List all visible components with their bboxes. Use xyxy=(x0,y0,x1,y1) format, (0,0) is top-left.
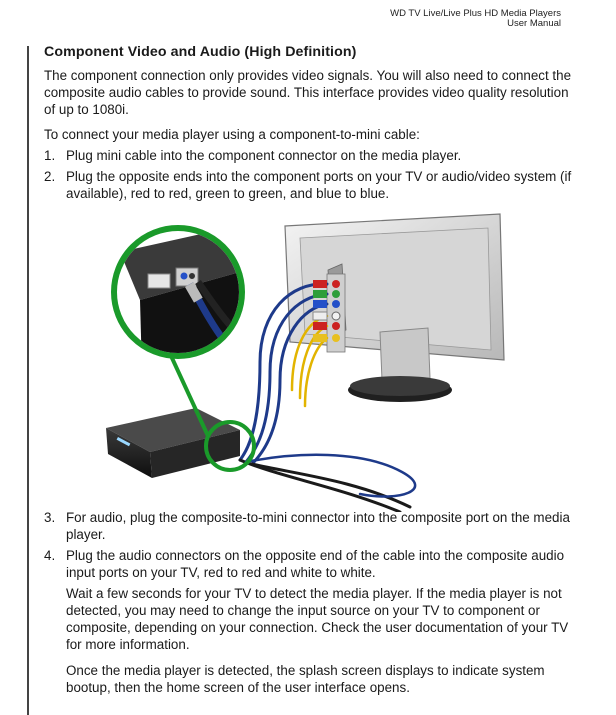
port-green-video xyxy=(332,290,340,298)
list-item xyxy=(44,547,574,581)
step-number: 1. xyxy=(44,148,56,163)
step-text: Plug mini cable into the component connector on the media player. xyxy=(66,148,462,163)
port-yellow xyxy=(332,334,340,342)
step-number: 3. xyxy=(44,510,56,525)
step-number: 4. xyxy=(44,548,56,563)
plug-white xyxy=(313,312,327,320)
port-blue-video xyxy=(332,300,340,308)
section-title: Component Video and Audio (High Definition) xyxy=(44,44,357,60)
detected-paragraph: Once the media player is detected, the splash screen displays to indicate system bootup, then the home screen of the user interface opens. xyxy=(66,663,545,695)
port-white-audio xyxy=(332,312,340,320)
connection-diagram xyxy=(100,212,520,512)
header-manual: User Manual xyxy=(507,18,561,29)
plug-blue xyxy=(313,300,327,308)
connection-illustration xyxy=(100,212,520,512)
steps-list-top xyxy=(44,147,574,202)
list-item xyxy=(44,168,574,202)
plug-green xyxy=(313,290,327,298)
steps-list-bottom xyxy=(44,509,574,581)
plug-red-audio xyxy=(313,322,327,330)
header-product: WD TV Live/Live Plus HD Media Players xyxy=(390,8,561,19)
intro-paragraph: The component connection only provides video signals. You will also need to connect the composite audio cables to provide sound. This interface provides video quality resolution of up to 1080i. xyxy=(44,68,572,117)
tv-ports xyxy=(327,274,345,352)
list-item xyxy=(44,147,574,164)
plug-red xyxy=(313,280,327,288)
step-text: For audio, plug the composite-to-mini connector into the composite port on the media player. xyxy=(66,510,570,542)
wait-paragraph: Wait a few seconds for your TV to detect the media player. If the media player is not detected, you may need to change the input source on your TV to component or composite, depending on your connection. Check the user documentation of your TV for more information. xyxy=(66,586,569,652)
step-text: Plug the opposite ends into the component ports on your TV or audio/video system (if available), red to red, green to green, and blue to blue. xyxy=(66,169,572,201)
list-item xyxy=(44,509,574,543)
lead-paragraph: To connect your media player using a component-to-mini cable: xyxy=(44,127,420,142)
zoom-callout xyxy=(114,228,242,372)
step-text: Plug the audio connectors on the opposite end of the cable into the composite audio input ports on your TV, red to red and white to white. xyxy=(66,548,565,580)
port-red-video xyxy=(332,280,340,288)
lower-content xyxy=(44,509,574,696)
plug-yellow xyxy=(313,334,327,342)
running-header xyxy=(390,9,561,29)
port-red-audio xyxy=(332,322,340,330)
margin-rule xyxy=(27,46,29,715)
step-number: 2. xyxy=(44,169,56,184)
main-content xyxy=(44,44,574,206)
